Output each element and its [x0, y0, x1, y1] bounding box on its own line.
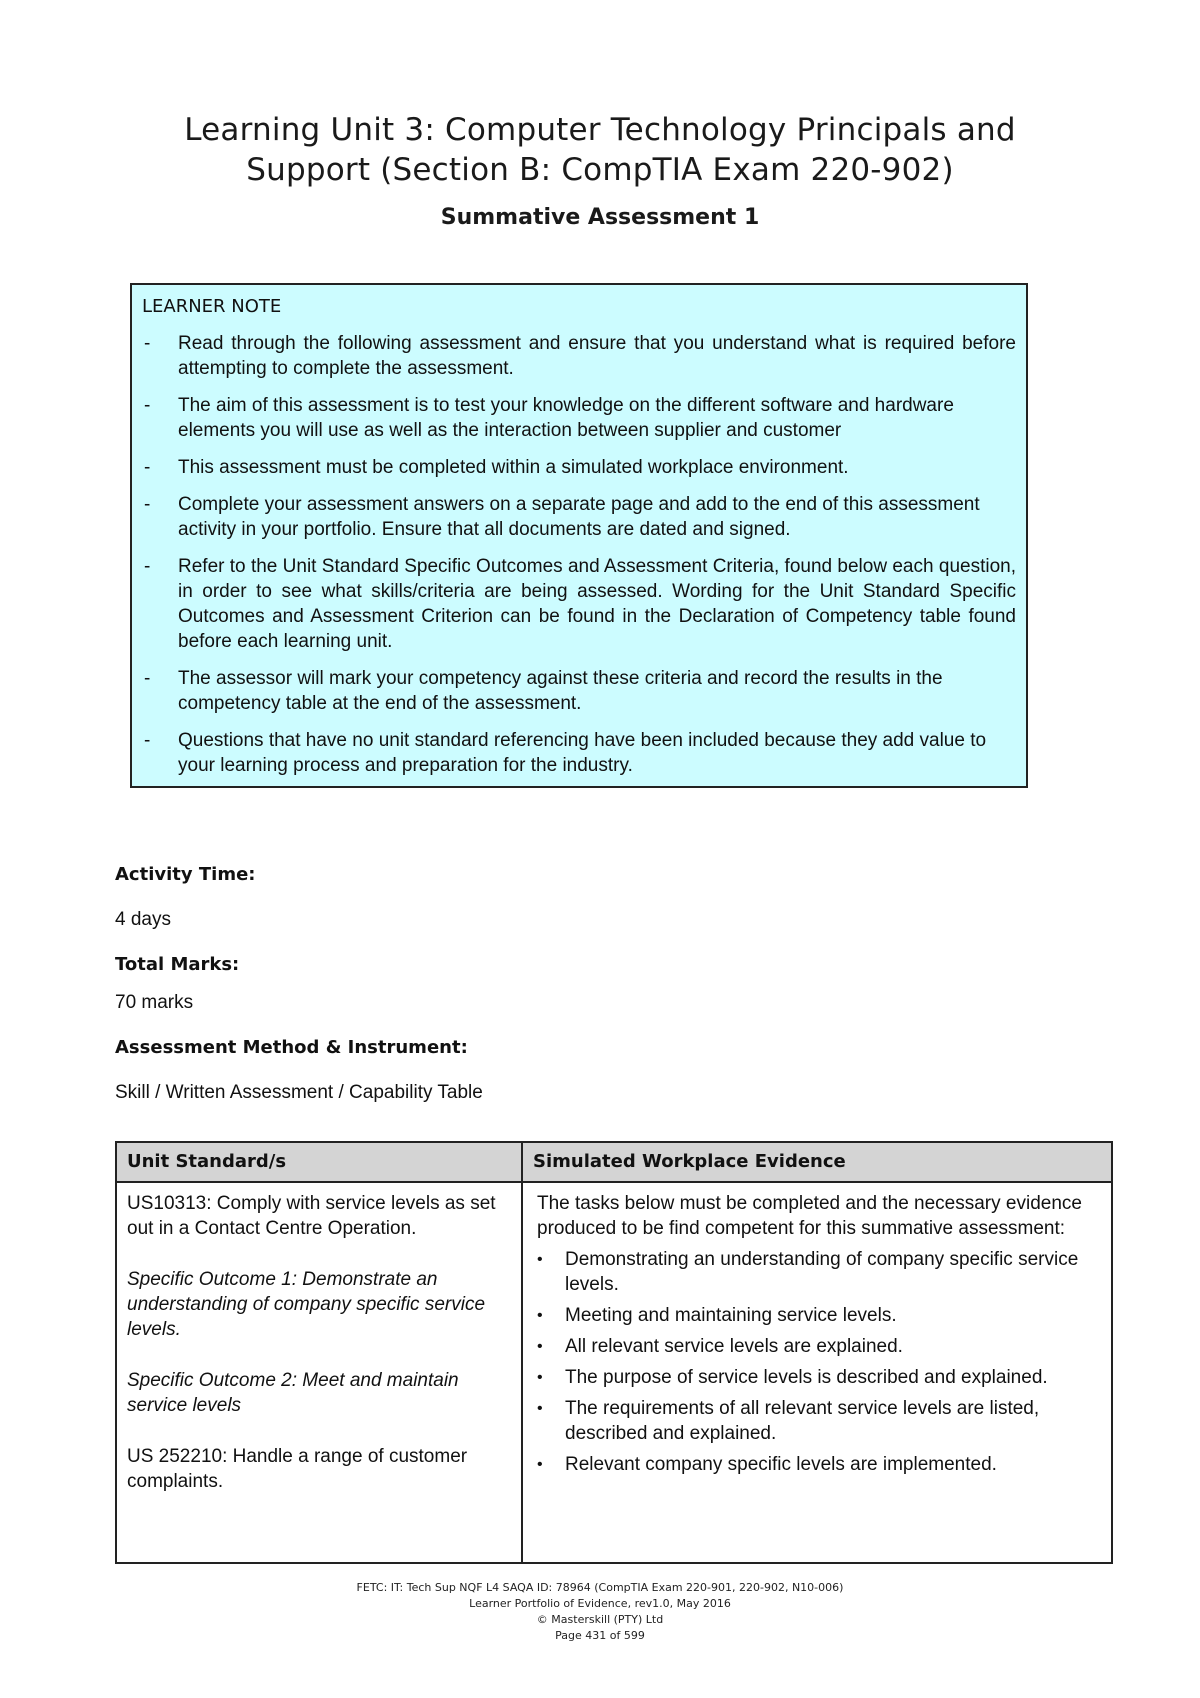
activity-time-value: 4 days: [115, 909, 171, 930]
assessment-method-label: Assessment Method & Instrument:: [115, 1037, 468, 1058]
activity-time-label: Activity Time:: [115, 864, 256, 885]
bullet-icon: •: [537, 1369, 543, 1386]
footer-line-2: Learner Portfolio of Evidence, rev1.0, May 2016: [469, 1597, 731, 1610]
learner-note-text: The assessor will mark your competency against these criteria and record the results in the competency table at the end of the assessment.: [178, 668, 943, 714]
table-row: [117, 1183, 1111, 1562]
footer-line-3: © Masterskill (PTY) Ltd: [536, 1613, 664, 1626]
assessment-method-value: Skill / Written Assessment / Capability Table: [115, 1082, 483, 1103]
unit-standards-cell: [117, 1183, 523, 1562]
evidence-bullet-text: All relevant service levels are explained.: [565, 1336, 903, 1357]
evidence-bullet-text: Meeting and maintaining service levels.: [565, 1305, 897, 1326]
dash-bullet: -: [144, 494, 151, 515]
header-workplace-evidence: Simulated Workplace Evidence: [533, 1151, 846, 1172]
bullet-icon: •: [537, 1338, 543, 1355]
learner-note-box: [130, 283, 1028, 788]
specific-outcome-1: Specific Outcome 1: Demonstrate an understanding of company specific service levels.: [127, 1269, 486, 1340]
dash-bullet: -: [144, 395, 151, 416]
list-item: [537, 1452, 1097, 1477]
dash-bullet: -: [144, 730, 151, 751]
unit-standard-2: US 252210: Handle a range of customer complaints.: [127, 1446, 468, 1492]
unit-standards-table: [115, 1141, 1113, 1564]
evidence-bullet-text: Relevant company specific levels are implemented.: [565, 1454, 997, 1475]
workplace-evidence-cell: [523, 1183, 1111, 1562]
evidence-bullet-text: The purpose of service levels is described and explained.: [565, 1367, 1048, 1388]
footer-page-number: Page 431 of 599: [555, 1629, 645, 1642]
title-line-1: Learning Unit 3: Computer Technology Principals and: [184, 112, 1016, 148]
evidence-bullet-text: The requirements of all relevant service levels are listed, described and explained.: [565, 1398, 1040, 1444]
learner-note-text: Refer to the Unit Standard Specific Outcomes and Assessment Criteria, found below each question, in order to see what skills/criteria are being assessed. Wording for the Unit Standard Specific Outcomes and Assessment Criterion can be found in the Declaration of Competency table found before each learning unit.: [178, 556, 1016, 652]
learner-note-item: [142, 393, 1016, 443]
learner-note-item: [142, 554, 1016, 654]
specific-outcome-2: Specific Outcome 2: Meet and maintain service levels: [127, 1370, 459, 1416]
page-title: [0, 110, 1200, 190]
page-footer: [0, 1580, 1200, 1644]
bullet-icon: •: [537, 1400, 543, 1417]
learner-note-heading: LEARNER NOTE: [142, 296, 282, 317]
title-line-2: Support (Section B: CompTIA Exam 220-902): [246, 152, 954, 188]
learner-note-text: This assessment must be completed within a simulated workplace environment.: [178, 457, 849, 478]
dash-bullet: -: [144, 333, 151, 354]
list-item: [537, 1247, 1097, 1297]
learner-note-item: [142, 331, 1016, 381]
bullet-icon: •: [537, 1307, 543, 1324]
bullet-icon: •: [537, 1456, 543, 1473]
learner-note-item: [142, 492, 1016, 542]
unit-standard-1: US10313: Comply with service levels as set out in a Contact Centre Operation.: [127, 1193, 496, 1239]
total-marks-value: 70 marks: [115, 992, 194, 1013]
learner-note-text: Read through the following assessment and ensure that you understand what is required before attempting to complete the assessment.: [178, 333, 1016, 379]
header-unit-standards: Unit Standard/s: [117, 1143, 523, 1181]
learner-note-item: [142, 728, 1016, 778]
page-subtitle: Summative Assessment 1: [440, 205, 760, 230]
list-item: [537, 1365, 1097, 1390]
list-item: [537, 1303, 1097, 1328]
evidence-bullet-text: Demonstrating an understanding of company specific service levels.: [565, 1249, 1079, 1295]
list-item: [537, 1334, 1097, 1359]
dash-bullet: -: [144, 556, 151, 577]
list-item: [537, 1396, 1097, 1446]
learner-note-text: Questions that have no unit standard referencing have been included because they add value to your learning process and preparation for the industry.: [178, 730, 987, 776]
learner-note-text: Complete your assessment answers on a separate page and add to the end of this assessment activity in your portfolio. Ensure that all documents are dated and signed.: [178, 494, 980, 540]
table-header-row: [117, 1143, 1111, 1183]
dash-bullet: -: [144, 457, 151, 478]
footer-line-1: FETC: IT: Tech Sup NQF L4 SAQA ID: 78964 (CompTIA Exam 220-901, 220-902, N10-006): [356, 1581, 844, 1594]
learner-note-text: The aim of this assessment is to test your knowledge on the different software and hardware elements you will use as well as the interaction between supplier and customer: [178, 395, 954, 441]
learner-note-item: [142, 455, 1016, 480]
bullet-icon: •: [537, 1251, 543, 1268]
total-marks-label: Total Marks:: [115, 954, 240, 975]
dash-bullet: -: [144, 668, 151, 689]
learner-note-item: [142, 666, 1016, 716]
evidence-intro: The tasks below must be completed and the necessary evidence produced to be find competent for this summative assessment:: [537, 1193, 1082, 1239]
